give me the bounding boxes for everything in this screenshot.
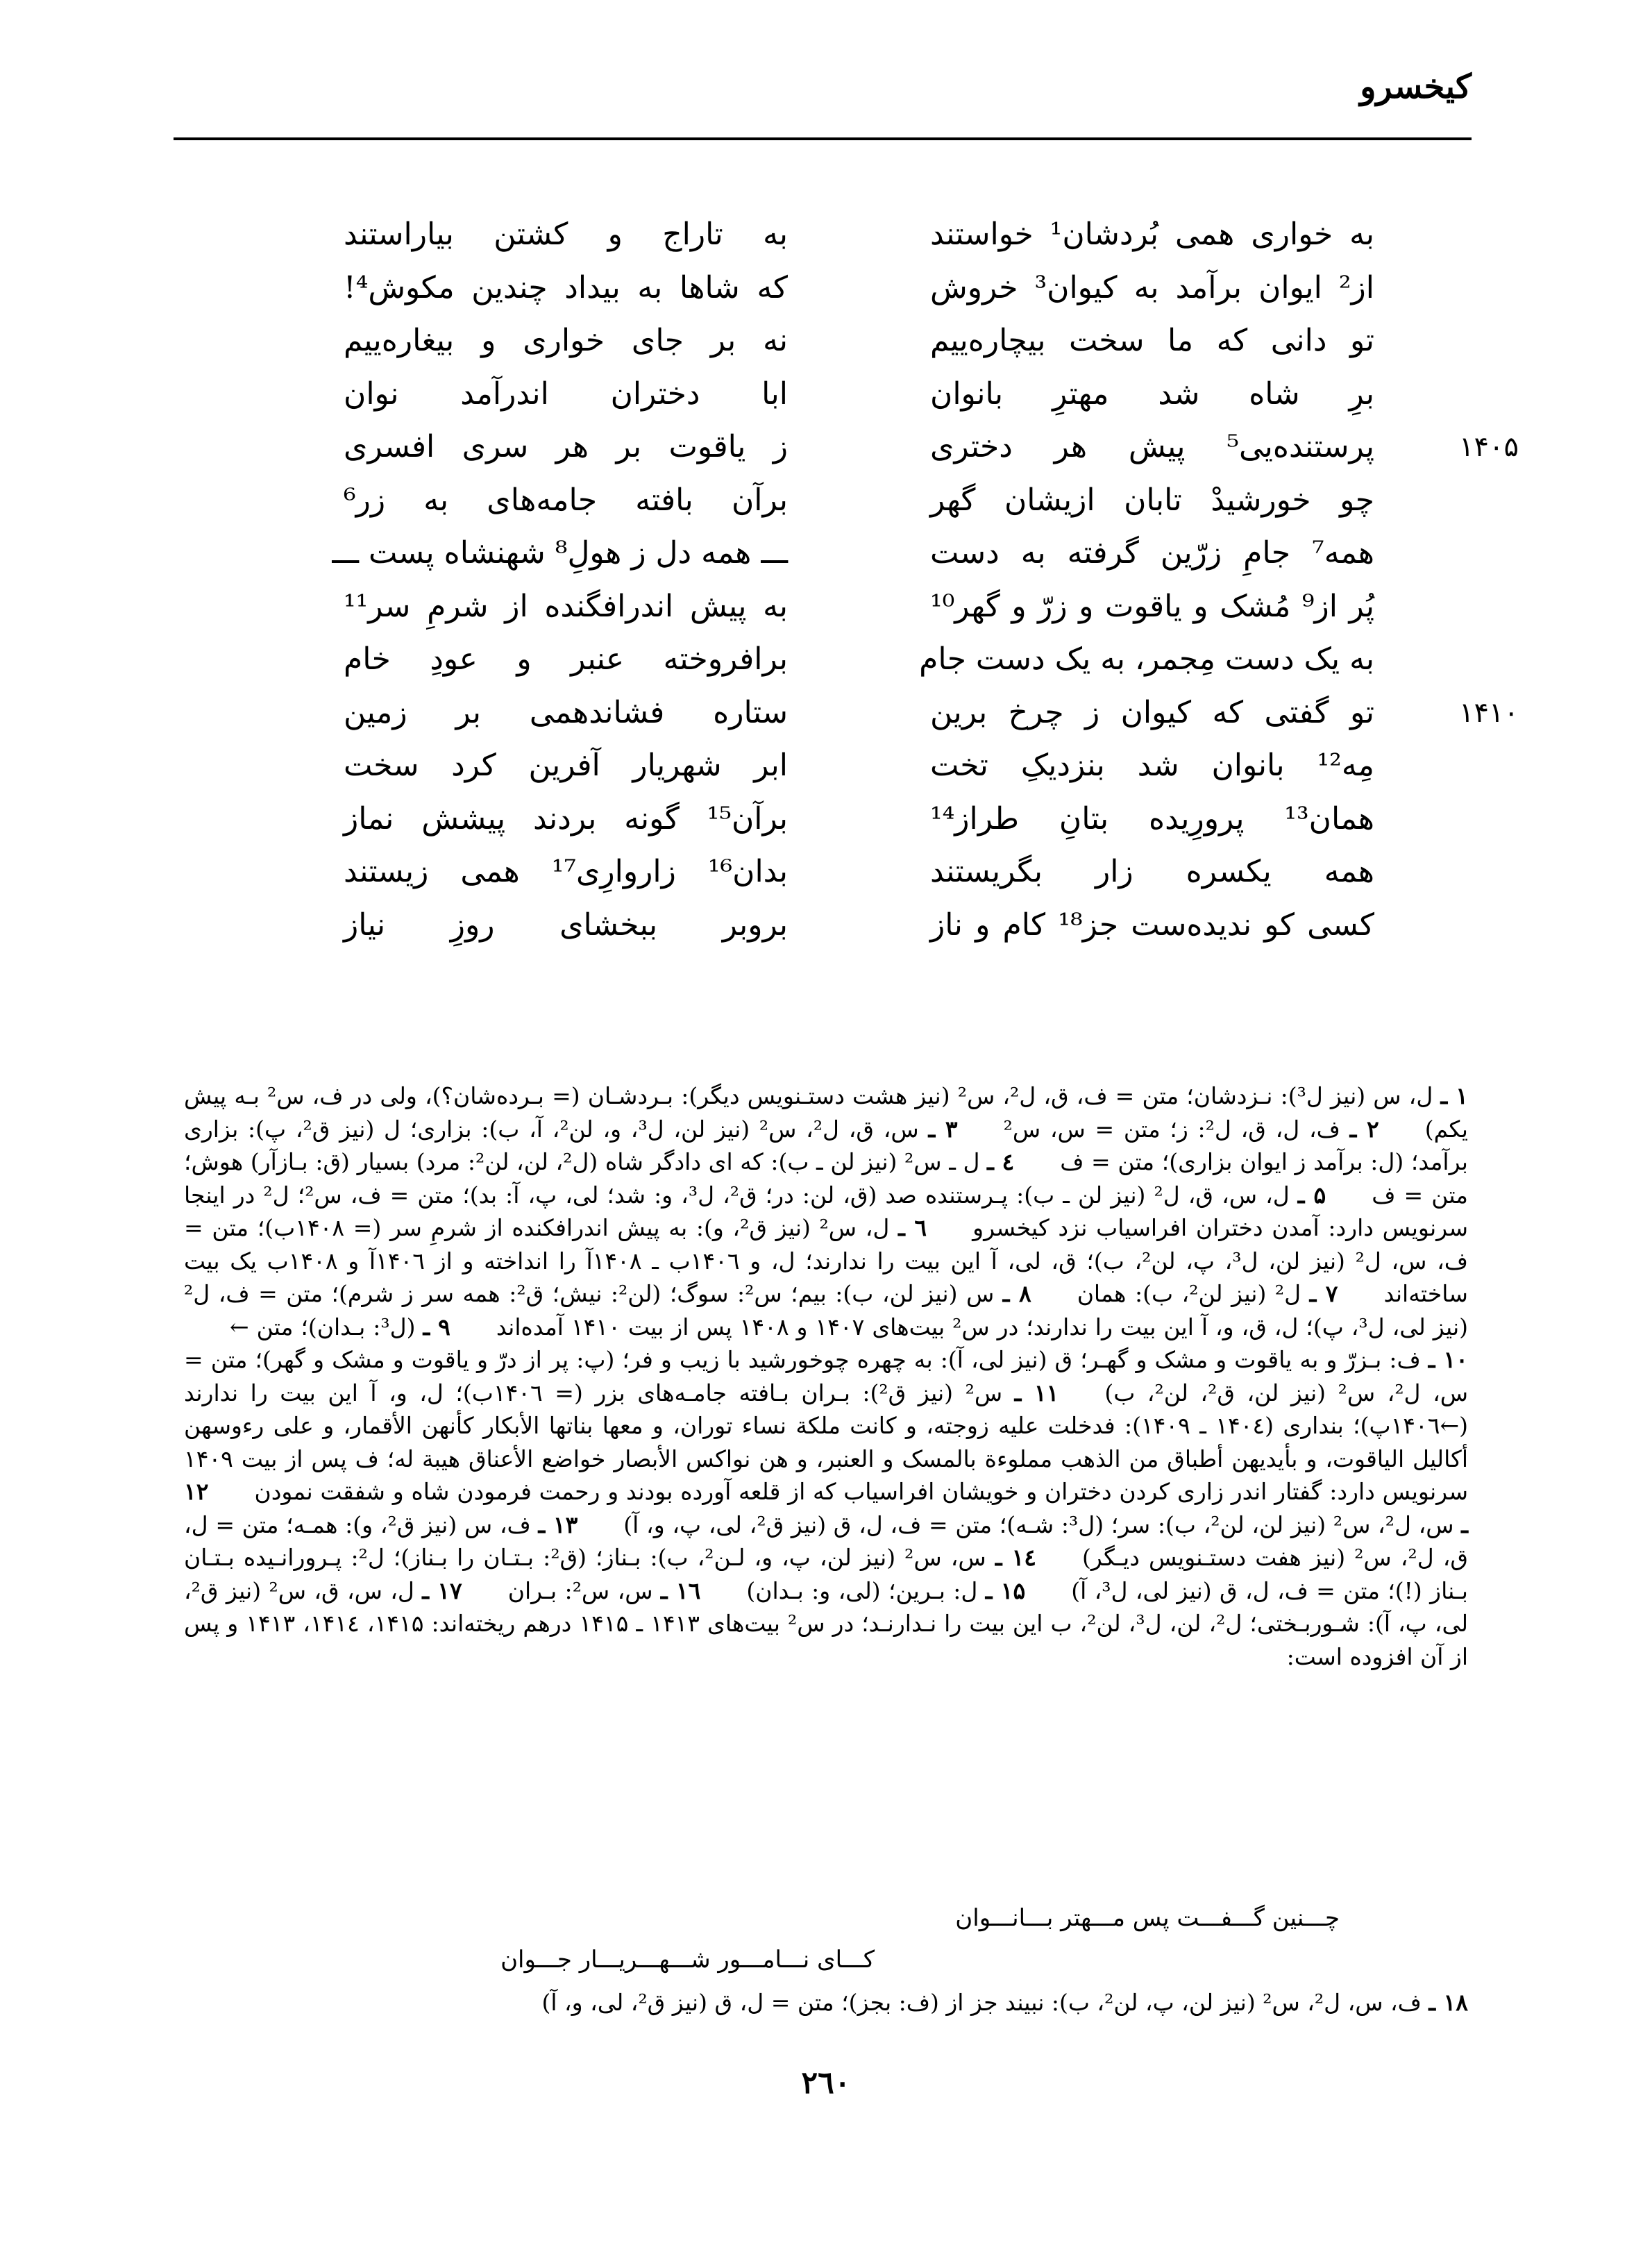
couplet — [292, 793, 1374, 846]
hemistich-left: ابر شهریار آفرین کرد سخت — [344, 748, 788, 784]
running-title: کیخسرو — [1360, 67, 1472, 106]
hemistich-right: پرستنده‌یی⁵ پیش هر دختری — [930, 429, 1374, 465]
hemistich-right: برِ شاه شد مهترِ بانوان — [930, 376, 1374, 412]
hemistich-left: نه بر جای خواری و بیغاره‌ییم — [344, 323, 788, 359]
footnote-text: (ل³: بـدان)؛ متن ← — [230, 1313, 416, 1340]
hemistich-right: کسی کو ندیده‌ست جز¹⁸ کام و ناز — [930, 907, 1374, 943]
hemistich-left: به تاراج و کشتن بیاراستند — [344, 217, 788, 253]
footnote-text: ل، س (نیز ل³): نـزدشان؛ متن = ف، ق، ل²، س² (نیز هشت دستـنویس دیگر): بـردشـان (= بـرده‌شان؟)، ولی در ف، س² بـه پیش یکم) — [184, 1082, 1468, 1143]
footnote-text: س، ق، ل²، س² (نیز لن، ل³، و، لن²، آ، ب): بزاری؛ ل (نیز ق²، پ): بزاری برآمد؛ (ل: برآمد ز ایوان بزاری)؛ متن = ف — [184, 1115, 1468, 1175]
footnote-number: ۱۱ ـ — [1014, 1379, 1059, 1406]
hemistich-right: تو دانی که ما سخت بیچاره‌ییم — [930, 323, 1374, 359]
hemistich-left: ز یاقوت بر هر سری افسری — [344, 429, 788, 465]
quoted-verse-text-2: کـــای نـــامـــور شـــهـــریـــار جـــوان — [500, 1946, 875, 1974]
hemistich-right: به یک دست مِجمر، به یک دست جام — [919, 641, 1374, 678]
couplet — [292, 687, 1519, 740]
footnote-number: ٤ ـ — [987, 1148, 1015, 1175]
footnote-number: ۱٤ ـ — [995, 1544, 1037, 1571]
footnote-number: ٦ ـ — [898, 1214, 927, 1241]
footnote-number: ۱ ـ — [1440, 1082, 1468, 1109]
couplet — [292, 580, 1374, 634]
footnote-number: ۷ ـ — [1309, 1280, 1338, 1307]
hemistich-left: ابا دختران اندرآمد نوان — [344, 376, 788, 412]
footnote-text: ل: بـرین؛ (لی، و: بـدان) — [746, 1576, 978, 1604]
footnote-text: ل² (نیز لن²، ب): همان — [1077, 1280, 1301, 1307]
poem-block — [292, 208, 1519, 952]
footnote-number: ۱۵ ـ — [985, 1576, 1026, 1604]
hemistich-left: به پیش اندرافگنده از شرمِ سر¹¹ — [344, 588, 788, 624]
hemistich-left: برآن¹⁵ گونه بردند پیشش نماز — [344, 800, 788, 836]
hemistich-left: بدان¹⁶ زاروارِی¹⁷ همی زیستند — [344, 854, 789, 890]
footnote-text: ف، ل، ق، ل²: ز؛ متن = س، س² — [1003, 1115, 1340, 1143]
hemistich-right: مِه¹² بانوان شد بنزدیکِ تخت — [930, 748, 1374, 784]
couplet — [292, 208, 1374, 262]
couplet — [292, 474, 1374, 528]
page-number: ۲٦۰ — [801, 2065, 851, 2101]
footnote-number: ۲ ـ — [1349, 1115, 1379, 1143]
footnote-text: س² (نیز ق²): بـران بـافته جامـه‌های بزر (= ۱۴۰٦ب)؛ ل، و، آ این بیت را ندارند (←۱۴۰٦پ)؛ بنداری (۱۴۰٤ ـ ۱۴۰۹): فدخلت علیه زوجته، و کانت ملکة نساء توران، و معها بناتها الأبکار کأنهن الأقمار، و علی رءوسهن أکالیل الیاقوت، و بأیدیهن أطباق من الذهب مملوءة بالمسک و العنبر، و هن نواکس الأبصار خواضع الأعناق هیبة له؛ ف پس از بیت ۱۴۰۹ سرنویس دارد: گفتار اندر زاری کردن دختران و خویشان افراسیاب که از قلعه آورده بودند و رحمت فرمودن شاه و شفقت نمودن — [184, 1379, 1469, 1505]
footnote-text: س، س² (نیز لن، پ، و، لـن²، ب): بـناز؛ (ق²: بـتـان را بـناز)؛ ل²: پـرورانـیده بـتـان بـناز (!)؛ متن = ف، ل، ق (نیز لی، ل³، آ) — [184, 1544, 1468, 1604]
hemistich-right: پُر از⁹ مُشک و یاقوت و زرّ و گهر¹⁰ — [930, 588, 1374, 624]
couplet — [292, 846, 1374, 899]
verse-number: ۱۴۱۰ — [1459, 696, 1519, 729]
hemistich-right: همان¹³ پرورِیده بتانِ طراز¹⁴ — [930, 800, 1374, 836]
footnote-text: ف: بـزرّ و به یاقوت و مشک و گهـر؛ ق (نیز لی، آ): به چهره چوخورشید با زیب و فر؛ (پ: پر از درّ و یاقوت و مشک و گهر)؛ متن = س، ل²، س² (نیز لن، ق²، لن²، ب) — [184, 1346, 1468, 1406]
footnote-text: س (نیز لن، ب): بیم؛ س²: سوگ؛ (لن²: نیش؛ ق²: همه سر ز شرم)؛ متن = ف، ل² (نیز لی، ل³، پ)؛ ل، ق، و، آ این بیت را ندارند؛ در س² بیت‌های ۱۴۰۷ و ۱۴۰۸ پس از بیت ۱۴۱۰ آمده‌اند — [184, 1280, 1469, 1340]
footnote-number: ۱۸ ـ — [1428, 1989, 1468, 2016]
footnote-number: ۵ ـ — [1297, 1181, 1326, 1209]
hemistich-left: ستاره فشاندهمی بر زمین — [344, 694, 788, 730]
hemistich-left: برآن بافته جامه‌های به زر⁶ — [344, 482, 788, 518]
couplet — [292, 739, 1374, 793]
couplet — [292, 262, 1374, 315]
footnote-18 — [184, 1985, 1468, 2020]
couplet — [292, 899, 1374, 952]
hemistich-right: تو گفتی که کیوان ز چرخ برین — [930, 694, 1374, 730]
couplet — [292, 368, 1374, 421]
footnote-text: ل، س، ق، س² (نیز ق²، لی، پ، آ): شـوربـختی؛ ل²، لن، ل³، لن²، ب این بیت را نـدارنـد؛ در س² بیت‌های ۱۴۱۳ ـ ۱۴۱۵ درهم ریخته‌اند: ۱۴۱۵، ۱۴۱٤، ۱۴۱۳ و پس از آن افزوده است: — [184, 1576, 1469, 1670]
footnote-text: ل، س، ق، ل² (نیز لن ـ ب): پـرستنده صد (ق، لن: در؛ ق²، ل³، و: شد؛ لی، پ، آ: بد)؛ متن = ف، س²؛ ل² در اینجا سرنویس دارد: آمدن دختران افراسیاب نزد کیخسرو — [184, 1181, 1468, 1241]
hemistich-right: همه⁷ جامِ زرّین گرفته به دست — [930, 535, 1374, 571]
hemistich-right: به خواری همی بُردشان¹ خواستند — [930, 217, 1374, 253]
footnote-number: ۱٦ ـ — [660, 1576, 701, 1604]
couplet — [292, 314, 1374, 368]
footnote-number: ۱۳ ـ — [538, 1511, 578, 1538]
footnote-text: ف، س، ل²، س² (نیز لن، پ، لن²، ب): نبیند جز از (ف: بجز)؛ متن = ل، ق (نیز ق²، لی، و، آ) — [541, 1989, 1422, 2016]
footnote-number: ۹ ـ — [423, 1313, 450, 1340]
footnote-number: ۱۰ ـ — [1428, 1346, 1468, 1373]
hemistich-left: که شاها به بیداد چندین مکوش⁴! — [344, 269, 788, 305]
hemistich-left: ـــ همه دل ز هولِ⁸ شهنشاه پست ـــ — [332, 535, 788, 571]
quoted-verse-text-1: چـــنین گـــفـــت پس مـــهتر بـــانـــوان — [955, 1904, 1340, 1932]
footnote-number: ۸ ـ — [1002, 1280, 1031, 1307]
footnote-number: ۳ ـ — [928, 1115, 958, 1143]
footnote-text: ل، س² (نیز ق²، و): به پیش اندرافکنده از شرمِ سر (= ۱۴۰۸ب)؛ متن = ف، س، ل² (نیز لن، ل³، پ، لن²، ب)؛ ق، لی، آ این بیت را ندارند؛ ل، و ۱۴۰٦ب ـ ۱۴۰۸آ را انداخته و از ۱۴۰٦آ و ۱۴۰۸ب یک بیت ساخته‌اند — [184, 1214, 1469, 1307]
verse-number: ۱۴۰۵ — [1459, 431, 1519, 463]
hemistich-left: برافروخته عنبر و عودِ خام — [344, 641, 788, 678]
couplet — [292, 421, 1519, 474]
footnotes — [184, 1079, 1468, 1673]
footnote-text: س، ل²، س² (نیز لن، لن²، ب): سر؛ (ل³: شـه)؛ متن = ف، ل، ق (نیز ق²، لی، پ، و، آ) — [623, 1511, 1454, 1538]
hemistich-right: همه یکسره زار بگریستند — [930, 854, 1374, 890]
footnotes-body — [184, 1079, 1468, 1673]
footnote-text: س، س²: بـران — [507, 1576, 653, 1604]
footnote-text: ل ـ س² (نیز لن ـ ب): که ای دادگر شاه (ل²، لن، لن²: مرد) بسیار (ق: بـازآر) هوش؛ متن = ف — [184, 1148, 1468, 1209]
couplet — [292, 633, 1374, 687]
hemistich-right: چو خورشیدْ تابان ازیشان گهر — [930, 482, 1374, 518]
header-rule — [174, 137, 1472, 140]
footnote-number: ۱۷ ـ — [422, 1576, 462, 1604]
footnote-text: ف، س (نیز ق²، و): همـه؛ متن = ل، ق، ل²، س² (نیز هفت دستـنویس دیـگر) — [184, 1511, 1469, 1571]
hemistich-right: از² ایوان برآمد به کیوان³ خروش — [930, 269, 1374, 305]
couplet — [292, 527, 1374, 580]
footnote-number: ۱۲ ـ — [184, 1478, 1468, 1538]
hemistich-left: بروبر ببخشای روزِ نیاز — [344, 907, 788, 943]
